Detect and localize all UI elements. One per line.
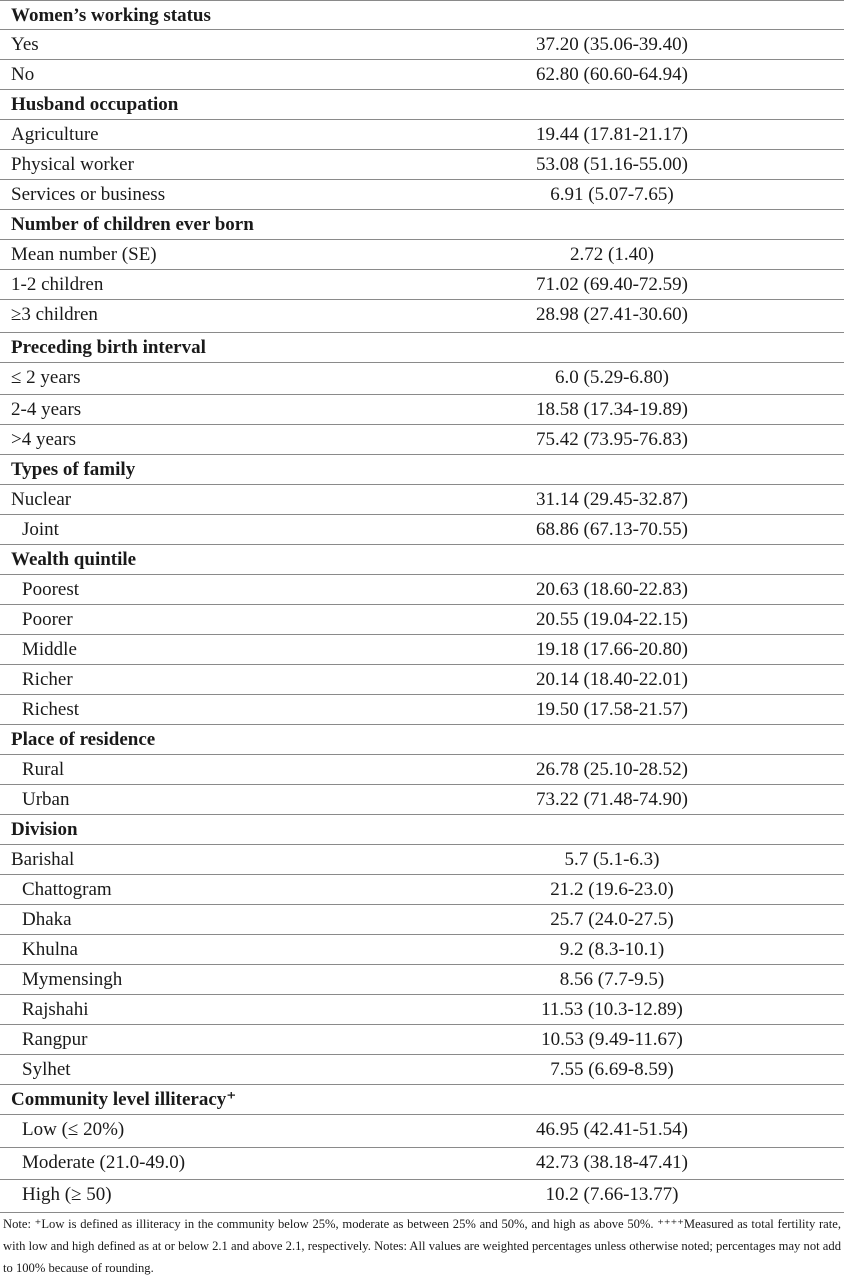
table-row <box>0 845 844 875</box>
row-value: 9.2 (8.3-10.1) <box>559 939 665 960</box>
section-header-row <box>0 90 844 120</box>
row-value: 20.55 (19.04-22.15) <box>536 609 688 630</box>
row-value: 46.95 (42.41-51.54) <box>536 1119 688 1140</box>
row-label: Nuclear <box>11 489 72 510</box>
row-label: >4 years <box>11 429 77 450</box>
section-title: Husband occupation <box>11 94 179 115</box>
row-value: 37.20 (35.06-39.40) <box>536 34 688 55</box>
table-row <box>0 605 844 635</box>
section-header-row <box>0 725 844 755</box>
row-value: 11.53 (10.3-12.89) <box>541 999 683 1020</box>
row-value: 18.58 (17.34-19.89) <box>536 399 688 420</box>
row-label: Sylhet <box>22 1059 71 1080</box>
table-row <box>0 515 844 545</box>
row-value: 73.22 (71.48-74.90) <box>536 789 688 810</box>
table-row <box>0 785 844 815</box>
table-row <box>0 635 844 665</box>
section-title: Division <box>11 819 78 840</box>
row-label: Services or business <box>11 184 166 205</box>
row-label: Urban <box>22 789 70 810</box>
section-title: Number of children ever born <box>11 214 254 235</box>
row-label: High (≥ 50) <box>22 1184 112 1205</box>
table-row <box>0 905 844 935</box>
row-value: 6.0 (5.29-6.80) <box>555 366 669 388</box>
row-value: 8.56 (7.7-9.5) <box>559 969 665 990</box>
table-row <box>0 485 844 515</box>
section-title: Community level illiteracy⁺ <box>11 1089 237 1110</box>
section-title: Wealth quintile <box>11 549 137 570</box>
row-value: 19.50 (17.58-21.57) <box>536 699 688 720</box>
row-value: 75.42 (73.95-76.83) <box>536 429 688 450</box>
row-label: Richer <box>22 669 73 690</box>
row-value: 19.44 (17.81-21.17) <box>536 124 688 145</box>
table-row <box>0 755 844 785</box>
table-row <box>0 1148 844 1181</box>
row-label: Chattogram <box>22 879 112 900</box>
row-label: Yes <box>11 34 39 55</box>
row-label: Poorer <box>22 609 73 630</box>
section-header-row <box>0 0 844 30</box>
row-label: Low (≤ 20%) <box>22 1119 125 1140</box>
row-value: 68.86 (67.13-70.55) <box>536 519 688 540</box>
row-value: 10.2 (7.66-13.77) <box>545 1184 679 1205</box>
row-value: 42.73 (38.18-47.41) <box>536 1151 688 1173</box>
table-row <box>0 363 844 396</box>
row-label: 2-4 years <box>11 399 82 420</box>
row-label: Mymensingh <box>22 969 123 990</box>
table-row <box>0 30 844 60</box>
section-header-row <box>0 210 844 240</box>
section-header-row <box>0 455 844 485</box>
row-label: Agriculture <box>11 124 99 145</box>
table-row <box>0 1115 844 1148</box>
row-value: 20.63 (18.60-22.83) <box>536 579 688 600</box>
row-value: 31.14 (29.45-32.87) <box>536 489 688 510</box>
table-row <box>0 240 844 270</box>
row-label: Dhaka <box>22 909 72 930</box>
row-label: ≤ 2 years <box>11 366 81 388</box>
row-value: 53.08 (51.16-55.00) <box>536 154 688 175</box>
row-label: Rural <box>22 759 65 780</box>
row-value: 26.78 (25.10-28.52) <box>536 759 688 780</box>
table-row <box>0 120 844 150</box>
table-row <box>0 965 844 995</box>
table-row <box>0 425 844 455</box>
table-row <box>0 695 844 725</box>
row-value: 19.18 (17.66-20.80) <box>536 639 688 660</box>
section-header-row <box>0 333 844 363</box>
row-value: 7.55 (6.69-8.59) <box>550 1059 674 1080</box>
row-label: Middle <box>22 639 77 660</box>
row-value: 2.72 (1.40) <box>570 244 654 265</box>
table-row <box>0 875 844 905</box>
table-row <box>0 395 844 425</box>
row-label: ≥3 children <box>11 304 98 325</box>
section-header-row <box>0 545 844 575</box>
table-row <box>0 1055 844 1085</box>
table-row <box>0 180 844 210</box>
row-label: Poorest <box>22 579 79 600</box>
table-row <box>0 300 844 333</box>
row-value: 25.7 (24.0-27.5) <box>550 909 674 930</box>
row-value: 21.2 (19.6-23.0) <box>550 879 674 900</box>
table-row <box>0 575 844 605</box>
section-title: Women’s working status <box>11 5 211 26</box>
row-value: 28.98 (27.41-30.60) <box>536 304 688 325</box>
row-label: Rajshahi <box>22 999 89 1020</box>
section-title: Types of family <box>11 459 136 480</box>
row-label: Khulna <box>22 939 78 960</box>
section-header-row <box>0 1085 844 1115</box>
row-label: No <box>11 64 35 85</box>
row-value: 71.02 (69.40-72.59) <box>536 274 688 295</box>
table-row <box>0 1180 844 1213</box>
row-label: Rangpur <box>22 1029 88 1050</box>
row-value: 20.14 (18.40-22.01) <box>536 669 688 690</box>
row-label: Physical worker <box>11 154 134 175</box>
table-row <box>0 935 844 965</box>
table-row <box>0 665 844 695</box>
table-row <box>0 150 844 180</box>
row-value: 5.7 (5.1-6.3) <box>564 849 660 870</box>
row-value: 62.80 (60.60-64.94) <box>536 64 688 85</box>
table-row <box>0 270 844 300</box>
table-row <box>0 1025 844 1055</box>
section-title: Place of residence <box>11 729 156 750</box>
section-header-row <box>0 815 844 845</box>
section-title: Preceding birth interval <box>11 336 206 358</box>
table-row <box>0 995 844 1025</box>
row-label: Moderate (21.0-49.0) <box>22 1151 186 1173</box>
table-footnote: Note: ⁺Low is defined as illiteracy in the community below 25%, moderate as between 25% and 50%, and high as above 50%. ⁺⁺⁺⁺Measured as total fertility rate, with low and high defined as at or below 2.1 and above 2.1, respectively. Notes: All values are weighted percentages unless otherwise noted; percentages may not add to 100% because of rounding. <box>3 1217 841 1275</box>
row-label: Mean number (SE) <box>11 244 157 265</box>
row-label: Barishal <box>11 849 75 870</box>
row-value: 6.91 (5.07-7.65) <box>550 184 674 205</box>
row-label: 1-2 children <box>11 274 104 295</box>
row-label: Richest <box>22 699 79 720</box>
row-label: Joint <box>22 519 59 540</box>
row-value: 10.53 (9.49-11.67) <box>541 1029 683 1050</box>
table-row <box>0 60 844 90</box>
